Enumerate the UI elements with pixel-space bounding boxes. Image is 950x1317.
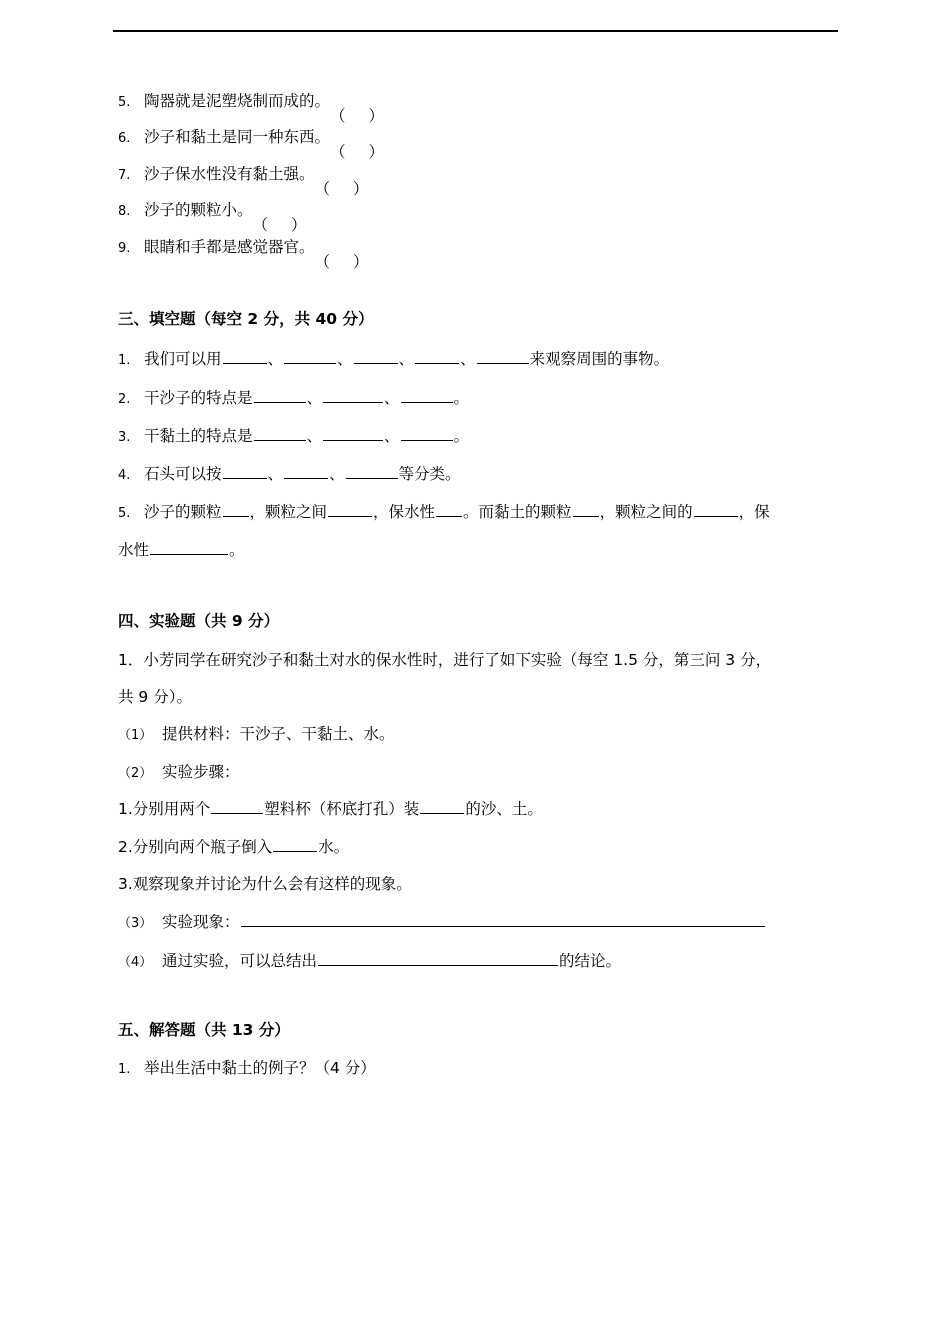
answer-blank[interactable]: [223, 347, 267, 364]
question-text: 举出生活中黏土的例子？（4 分）: [144, 1059, 376, 1077]
answer-blank[interactable]: [346, 462, 398, 479]
section-heading-answer: 五、解答题（共 13 分）: [118, 1021, 290, 1039]
answer-blank[interactable]: [328, 500, 372, 517]
experiment-steps-label: （2） 实验步骤：: [118, 763, 240, 781]
fill-question-5-continued: 水性 。: [118, 538, 245, 560]
answer-blank[interactable]: [694, 500, 738, 517]
judge-item-8: 8. 沙子的颗粒小。 （ ）: [118, 201, 307, 234]
judge-item-7: 7. 沙子保水性没有黏土强。 （ ）: [118, 165, 369, 198]
item-number: 2.: [118, 392, 131, 407]
experiment-intro-continued: 共 9 分）。: [118, 688, 192, 706]
answer-blank[interactable]: [477, 347, 529, 364]
section-heading-fill: 三、填空题（每空 2 分，共 40 分）: [118, 310, 374, 328]
fill-question-2: 2. 干沙子的特点是 、 、 。: [118, 386, 469, 410]
judge-item-5: 5. 陶器就是泥塑烧制而成的。 （ ）: [118, 92, 385, 125]
fill-question-1: 1. 我们可以用 、 、 、 、 来观察周围的事物。: [118, 347, 669, 371]
experiment-step-1: 1.分别用两个 塑料杯（杯底打孔）装 的沙、土。: [118, 797, 543, 819]
answer-blank[interactable]: [241, 910, 765, 927]
item-number: 1.: [118, 353, 131, 368]
item-number: 3.: [118, 430, 131, 445]
question-text: 等分类。: [398, 465, 461, 483]
answer-blank[interactable]: [284, 347, 336, 364]
answer-blank[interactable]: [223, 462, 267, 479]
item-text: 沙子的颗粒小。: [144, 201, 253, 219]
answer-blank[interactable]: [223, 500, 249, 517]
question-text: 干沙子的特点是: [144, 389, 253, 407]
answer-blank[interactable]: [318, 949, 558, 966]
question-text: 来观察周围的事物。: [529, 350, 670, 368]
item-number: 5.: [118, 506, 131, 521]
answer-blank[interactable]: [436, 500, 462, 517]
item-text: 陶器就是泥塑烧制而成的。: [144, 92, 331, 110]
experiment-step-3: 3.观察现象并讨论为什么会有这样的现象。: [118, 875, 412, 893]
answer-blank[interactable]: [150, 538, 228, 555]
experiment-intro: 1．小芳同学在研究沙子和黏土对水的保水性时，进行了如下实验（每空 1.5 分，第三问 3 分，: [118, 651, 772, 669]
answer-blank[interactable]: [211, 797, 263, 814]
item-number: 6.: [118, 131, 131, 146]
item-number: 8.: [118, 204, 131, 219]
experiment-materials: （1） 提供材料：干沙子、干黏土、水。: [118, 725, 395, 743]
answer-blank[interactable]: [415, 347, 459, 364]
experiment-phenomenon: （3） 实验现象：: [118, 910, 766, 934]
question-text: 石头可以按: [144, 465, 222, 483]
fill-question-4: 4. 石头可以按 、 、 等分类。: [118, 462, 461, 486]
item-number: 5.: [118, 95, 131, 110]
item-number: 4.: [118, 468, 131, 483]
question-text: 干黏土的特点是: [144, 427, 253, 445]
item-text: 眼睛和手都是感觉器官。: [144, 238, 315, 256]
answer-blank[interactable]: [284, 462, 328, 479]
answer-blank[interactable]: [401, 386, 453, 403]
top-rule: [113, 30, 838, 32]
section-heading-experiment: 四、实验题（共 9 分）: [118, 612, 280, 630]
judge-item-9: 9. 眼睛和手都是感觉器官。 （ ）: [118, 238, 369, 271]
answer-blank[interactable]: [323, 386, 383, 403]
experiment-step-2: 2.分别向两个瓶子倒入 水。: [118, 835, 349, 857]
fill-question-5: 5. 沙子的颗粒 ，颗粒之间 ，保水性 。而黏土的颗粒 ，颗粒之间的 ，保: [118, 500, 770, 524]
answer-blank[interactable]: [401, 424, 453, 441]
judge-item-6: 6. 沙子和黏土是同一种东西。 （ ）: [118, 128, 385, 161]
experiment-conclusion: （4） 通过实验，可以总结出 的结论。: [118, 949, 621, 973]
item-number: 1.: [118, 1062, 131, 1077]
fill-question-3: 3. 干黏土的特点是 、 、 。: [118, 424, 469, 448]
answer-blank[interactable]: [254, 424, 306, 441]
question-text: 我们可以用: [144, 350, 222, 368]
answer-blank[interactable]: [254, 386, 306, 403]
answer-blank[interactable]: [323, 424, 383, 441]
answer-blank[interactable]: [354, 347, 398, 364]
answer-blank[interactable]: [573, 500, 599, 517]
item-number: 9.: [118, 241, 131, 256]
answer-blank[interactable]: [420, 797, 464, 814]
answer-blank[interactable]: [273, 835, 317, 852]
item-text: 沙子保水性没有黏土强。: [144, 165, 315, 183]
item-text: 沙子和黏土是同一种东西。: [144, 128, 331, 146]
item-number: 7.: [118, 168, 131, 183]
answer-question-1: [118, 1058, 376, 1080]
